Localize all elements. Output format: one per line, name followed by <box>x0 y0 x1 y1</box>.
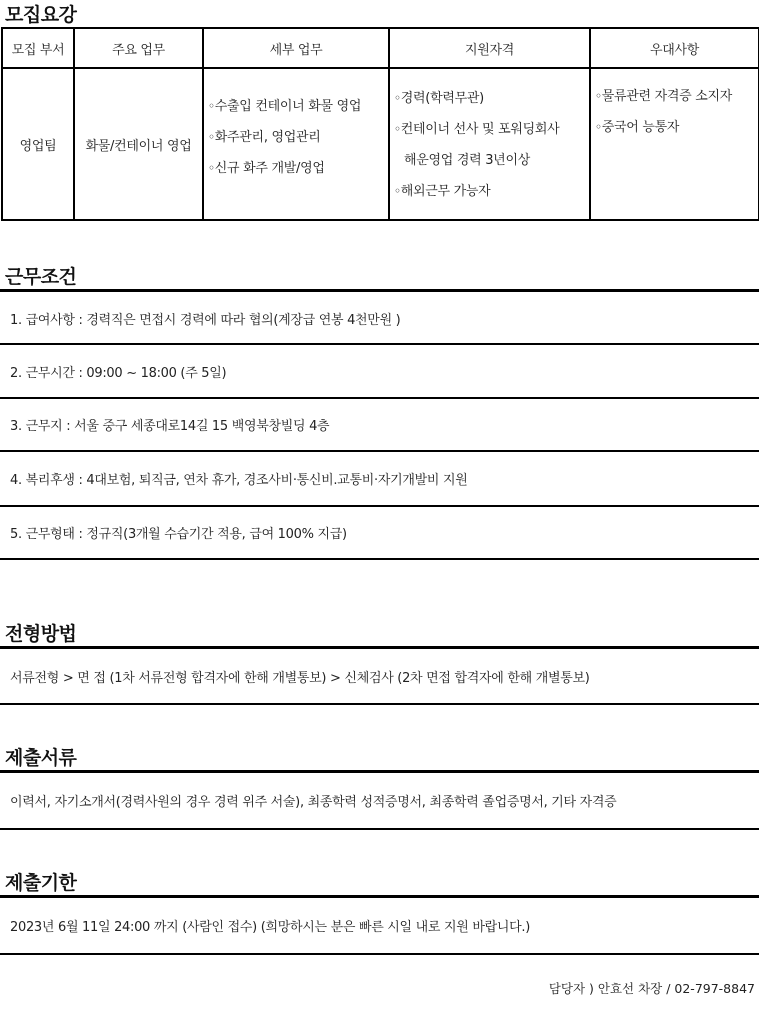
divider <box>0 895 759 898</box>
condition-type: 5. 근무형태 : 정규직(3개월 수습기간 적용, 급여 100% 지급) <box>10 527 347 542</box>
conditions-title: 근무조건 <box>5 266 77 288</box>
documents-title: 제출서류 <box>5 747 77 769</box>
documents-text: 이력서, 자기소개서(경력사원의 경우 경력 위주 서술), 최종학력 성적증명서, 최종학력 졸업증명서, 기타 자격증 <box>10 795 617 810</box>
recruitment-title: 모집요강 <box>5 4 77 26</box>
divider <box>0 770 759 773</box>
header-details: 세부 업무 <box>203 28 389 68</box>
divider <box>0 505 759 507</box>
cell-qualifications <box>389 68 590 220</box>
header-main-duty: 주요 업무 <box>74 28 203 68</box>
header-preferences: 우대사항 <box>590 28 759 68</box>
divider <box>0 343 759 345</box>
condition-benefits: 4. 복리후생 : 4대보험, 퇴직금, 연차 휴가, 경조사비·통신비.교통비·자기개발비 지원 <box>10 473 468 488</box>
qualification-item: ◦ 해외근무 가능자 <box>394 176 585 207</box>
preference-item: ◦ 중국어 능통자 <box>595 112 754 143</box>
divider <box>0 953 759 955</box>
preference-item: ◦ 물류관련 자격증 소지자 <box>595 81 754 112</box>
condition-location: 3. 근무지 : 서울 중구 세종대로14길 15 백영북창빌딩 4층 <box>10 419 330 434</box>
detail-item: ◦ 신규 화주 개발/영업 <box>208 153 384 184</box>
detail-item: ◦ 수출입 컨테이너 화물 영업 <box>208 91 384 122</box>
header-qualifications: 지원자격 <box>389 28 590 68</box>
divider <box>0 558 759 560</box>
divider <box>0 703 759 705</box>
deadline-text: 2023년 6월 11일 24:00 까지 (사람인 접수) (희망하시는 분은 빠른 시일 내로 지원 바랍니다.) <box>10 920 530 935</box>
process-text: 서류전형 > 면 접 (1차 서류전형 합격자에 한해 개별통보) > 신체검사 (2차 면접 합격자에 한해 개별통보) <box>10 671 590 686</box>
qualification-item: ◦ 컨테이너 선사 및 포워딩회사 <box>394 114 585 145</box>
header-department: 모집 부서 <box>2 28 74 68</box>
cell-department: 영업팀 <box>2 68 74 220</box>
table-header-row <box>2 28 759 68</box>
divider <box>0 828 759 830</box>
detail-item: ◦ 화주관리, 영업관리 <box>208 122 384 153</box>
cell-details <box>203 68 389 220</box>
cell-preferences <box>590 68 759 220</box>
process-title: 전형방법 <box>5 623 77 645</box>
divider <box>0 397 759 399</box>
divider <box>0 646 759 649</box>
divider <box>0 450 759 452</box>
qualification-item: 해운영업 경력 3년이상 <box>404 153 530 168</box>
condition-hours: 2. 근무시간 : 09:00 ~ 18:00 (주 5일) <box>10 366 227 381</box>
condition-salary: 1. 급여사항 : 경력직은 면접시 경력에 따라 협의(계장급 연봉 4천만원 ) <box>10 313 401 328</box>
qualification-item: ◦ 경력(학력무관) <box>394 83 585 114</box>
divider <box>0 289 759 292</box>
cell-main-duty: 화물/컨테이너 영업 <box>74 68 203 220</box>
recruitment-table <box>1 27 759 221</box>
contact-info: 담당자 ) 안효선 차장 / 02-797-8847 <box>548 981 755 996</box>
deadline-title: 제출기한 <box>5 872 77 894</box>
table-row <box>2 68 759 220</box>
